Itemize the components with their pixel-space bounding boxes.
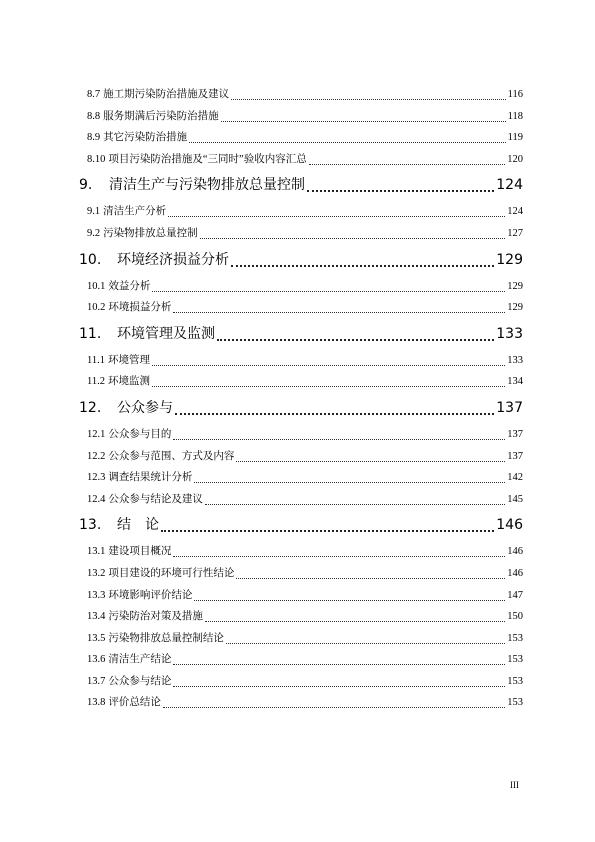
- toc-entry-page: 146: [507, 546, 523, 558]
- toc-entry-title: 清洁生产与污染物排放总量控制: [109, 177, 305, 194]
- toc-entry-title: 污染物排放总量控制结论: [108, 632, 224, 644]
- toc-entry-page: 129: [496, 251, 523, 268]
- toc-entry-number: 13.4: [87, 611, 106, 623]
- toc-section-entry[interactable]: [79, 371, 523, 393]
- toc-section-entry[interactable]: [79, 149, 523, 171]
- toc-dot-leader: [217, 321, 494, 341]
- toc-section-entry[interactable]: [79, 563, 523, 585]
- toc-section-entry[interactable]: [79, 692, 523, 714]
- toc-entry-title: 调查结果统计分析: [108, 472, 193, 484]
- page-number: III: [510, 780, 519, 790]
- toc-entry-page: 134: [507, 376, 523, 388]
- toc-entry-number: 13.2: [87, 567, 106, 579]
- toc-entry-number: 9.: [79, 177, 93, 194]
- toc-entry-page: 127: [507, 227, 523, 239]
- toc-dot-leader: [231, 86, 506, 100]
- toc-entry-number: 12.: [79, 399, 102, 416]
- toc-chapter-entry[interactable]: [79, 170, 523, 201]
- toc-entry-page: 118: [507, 110, 523, 122]
- toc-entry-title: 建设项目概况: [108, 546, 172, 558]
- toc-entry-page: 153: [507, 697, 523, 709]
- toc-entry-page: 153: [507, 632, 523, 644]
- toc-dot-leader: [194, 469, 505, 483]
- toc-entry-page: 146: [507, 567, 523, 579]
- toc-dot-leader: [175, 395, 494, 415]
- toc-section-entry[interactable]: [79, 541, 523, 563]
- toc-entry-number: 12.2: [87, 450, 106, 462]
- toc-entry-number: 13.6: [87, 654, 106, 666]
- toc-section-entry[interactable]: [79, 606, 523, 628]
- toc-entry-number: 13.7: [87, 675, 106, 687]
- toc-dot-leader: [309, 151, 506, 165]
- toc-dot-leader: [173, 426, 505, 440]
- toc-entry-title: 清洁生产分析: [103, 206, 167, 218]
- toc-entry-page: 129: [507, 302, 523, 314]
- toc-entry-title: 结 论: [117, 517, 159, 534]
- toc-entry-title: 公众参与结论及建议: [108, 493, 203, 505]
- toc-section-entry[interactable]: [79, 350, 523, 372]
- toc-entry-number: 9.1: [87, 206, 101, 218]
- toc-entry-page: 119: [507, 132, 523, 144]
- toc-dot-leader: [205, 608, 505, 622]
- toc-dot-leader: [194, 587, 505, 601]
- toc-entry-title: 环境影响评价结论: [108, 589, 193, 601]
- toc-entry-page: 142: [507, 472, 523, 484]
- toc-entry-number: 8.9: [87, 132, 101, 144]
- toc-entry-title: 公众参与: [117, 399, 173, 416]
- toc-entry-page: 146: [496, 517, 523, 534]
- toc-chapter-entry[interactable]: [79, 245, 523, 276]
- toc-dot-leader: [231, 247, 494, 267]
- toc-entry-page: 124: [507, 206, 523, 218]
- toc-entry-page: 129: [507, 280, 523, 292]
- toc-entry-page: 133: [496, 325, 523, 342]
- toc-dot-leader: [173, 651, 505, 665]
- toc-dot-leader: [200, 225, 506, 239]
- toc-dot-leader: [189, 129, 506, 143]
- toc-dot-leader: [152, 278, 505, 292]
- toc-dot-leader: [226, 630, 505, 644]
- toc-entry-page: 153: [507, 675, 523, 687]
- toc-section-entry[interactable]: [79, 276, 523, 298]
- toc-entry-title: 环境损益分析: [108, 302, 172, 314]
- toc-entry-title: 服务期满后污染防治措施: [103, 110, 219, 122]
- toc-entry-page: 147: [507, 589, 523, 601]
- toc-entry-page: 137: [507, 428, 523, 440]
- toc-section-entry[interactable]: [79, 489, 523, 511]
- toc-dot-leader: [152, 352, 505, 366]
- toc-section-entry[interactable]: [79, 223, 523, 245]
- toc-entry-number: 11.1: [87, 354, 105, 366]
- toc-dot-leader: [163, 694, 505, 708]
- toc-section-entry[interactable]: [79, 628, 523, 650]
- toc-entry-number: 12.4: [87, 493, 106, 505]
- toc-dot-leader: [161, 512, 494, 532]
- toc-entry-title: 环境监测: [108, 376, 150, 388]
- toc-dot-leader: [173, 673, 505, 687]
- toc-entry-page: 124: [496, 177, 523, 194]
- toc-entry-title: 环境管理及监测: [117, 325, 215, 342]
- toc-dot-leader: [205, 491, 505, 505]
- toc-entry-number: 8.8: [87, 110, 101, 122]
- toc-section-entry[interactable]: [79, 84, 523, 106]
- toc-entry-title: 公众参与目的: [108, 428, 172, 440]
- toc-entry-title: 评价总结论: [108, 697, 161, 709]
- toc-entry-number: 13.1: [87, 546, 106, 558]
- toc-dot-leader: [152, 373, 505, 387]
- toc-entry-number: 8.7: [87, 89, 101, 100]
- toc-entry-page: 137: [507, 450, 523, 462]
- toc-entry-title: 效益分析: [108, 280, 151, 292]
- toc-entry-number: 13.: [79, 517, 102, 534]
- toc-entry-page: 137: [496, 399, 523, 416]
- toc-entry-page: 150: [507, 611, 523, 623]
- toc-dot-leader: [173, 299, 505, 313]
- toc-entry-number: 12.1: [87, 428, 106, 440]
- toc-entry-number: 11.: [79, 325, 102, 342]
- table-of-contents: [79, 84, 523, 714]
- toc-section-entry[interactable]: [79, 297, 523, 319]
- toc-dot-leader: [221, 108, 506, 122]
- toc-entry-title: 其它污染防治措施: [103, 132, 188, 144]
- toc-entry-number: 10.: [79, 251, 102, 268]
- toc-entry-number: 13.5: [87, 632, 106, 644]
- toc-entry-page: 133: [507, 354, 523, 366]
- toc-chapter-entry[interactable]: [79, 393, 523, 424]
- toc-section-entry[interactable]: [79, 585, 523, 607]
- toc-chapter-entry[interactable]: [79, 319, 523, 350]
- toc-section-entry[interactable]: [79, 467, 523, 489]
- toc-entry-number: 9.2: [87, 227, 101, 239]
- toc-entry-number: 8.10: [87, 153, 106, 165]
- toc-section-entry[interactable]: [79, 446, 523, 468]
- toc-entry-number: 11.2: [87, 376, 105, 388]
- toc-section-entry[interactable]: [79, 649, 523, 671]
- toc-section-entry[interactable]: [79, 106, 523, 128]
- toc-entry-title: 环境管理: [108, 354, 150, 366]
- toc-entry-page: 116: [507, 89, 523, 100]
- toc-entry-title: 项目建设的环境可行性结论: [108, 567, 235, 579]
- toc-entry-title: 污染物排放总量控制: [103, 227, 198, 239]
- toc-entry-number: 13.3: [87, 589, 106, 601]
- toc-entry-number: 10.1: [87, 280, 106, 292]
- toc-entry-title: 施工期污染防治措施及建议: [103, 89, 230, 100]
- toc-section-entry[interactable]: [79, 424, 523, 446]
- toc-entry-number: 13.8: [87, 697, 106, 709]
- toc-entry-title: 污染防治对策及措施: [108, 611, 203, 623]
- toc-section-entry[interactable]: [79, 671, 523, 693]
- toc-entry-title: 环境经济损益分析: [117, 251, 229, 268]
- toc-entry-title: 公众参与范围、方式及内容: [108, 450, 235, 462]
- toc-dot-leader: [236, 565, 505, 579]
- toc-entry-title: 清洁生产结论: [108, 654, 172, 666]
- toc-dot-leader: [307, 172, 494, 192]
- toc-dot-leader: [173, 543, 505, 557]
- toc-entry-title: 公众参与结论: [108, 675, 172, 687]
- toc-chapter-entry[interactable]: [79, 510, 523, 541]
- toc-dot-leader: [168, 203, 505, 217]
- toc-section-entry[interactable]: [79, 201, 523, 223]
- toc-entry-number: 12.3: [87, 472, 106, 484]
- toc-dot-leader: [236, 448, 505, 462]
- toc-entry-page: 153: [507, 654, 523, 666]
- toc-section-entry[interactable]: [79, 127, 523, 149]
- toc-entry-number: 10.2: [87, 302, 106, 314]
- toc-entry-page: 145: [507, 493, 523, 505]
- toc-entry-title: 项目污染防治措施及“三同时”验收内容汇总: [108, 153, 307, 165]
- toc-entry-page: 120: [507, 153, 523, 165]
